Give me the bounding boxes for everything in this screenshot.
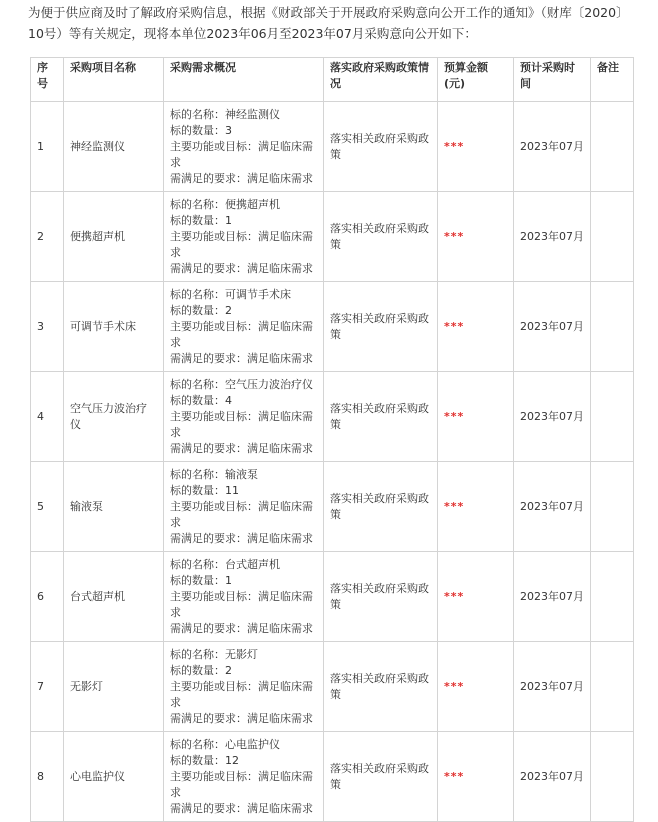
requirement-line: 标的数量：11 [170,483,239,497]
requirement-line: 需满足的要求：满足临床需求 [170,261,313,275]
table-row [31,732,634,822]
cell-policy: 落实相关政府采购政策 [324,732,438,822]
cell-name: 台式超声机 [64,552,164,642]
cell-remark [591,102,634,192]
cell-policy: 落实相关政府采购政策 [324,552,438,642]
requirement-line: 需满足的要求：满足临床需求 [170,801,313,815]
cell-remark [591,282,634,372]
header-budget: 预算金额(元) [438,58,514,102]
cell-name: 神经监测仪 [64,102,164,192]
cell-remark [591,462,634,552]
requirement-line: 标的数量：2 [170,303,232,317]
table-row [31,462,634,552]
requirement-line: 主要功能或目标：满足临床需求 [170,319,313,349]
requirement-line: 标的数量：4 [170,393,232,407]
cell-requirements [164,552,324,642]
cell-requirements [164,102,324,192]
table-row [31,642,634,732]
requirement-line: 标的名称：可调节手术床 [170,287,291,301]
cell-budget: *** [438,282,514,372]
cell-budget: *** [438,732,514,822]
cell-remark [591,732,634,822]
cell-budget: *** [438,102,514,192]
requirement-line: 标的数量：2 [170,663,232,677]
cell-remark [591,552,634,642]
cell-time: 2023年07月 [514,732,591,822]
table-header-row [31,58,634,102]
cell-seq: 4 [31,372,64,462]
intro-paragraph: 为便于供应商及时了解政府采购信息，根据《财政部关于开展政府采购意向公开工作的通知》（财库〔2020〕10号）等有关规定，现将本单位2023年06月至2023年07月采购意向公开如下： [28,5,629,41]
cell-name: 便携超声机 [64,192,164,282]
cell-budget: *** [438,192,514,282]
cell-budget: *** [438,462,514,552]
requirement-line: 需满足的要求：满足临床需求 [170,621,313,635]
requirement-line: 标的数量：3 [170,123,232,137]
header-policy: 落实政府采购政策情况 [324,58,438,102]
requirement-line: 标的名称：输液泵 [170,467,258,481]
cell-budget: *** [438,372,514,462]
requirement-line: 标的数量：1 [170,213,232,227]
table-row [31,192,634,282]
requirement-line: 标的名称：心电监护仪 [170,737,280,751]
requirement-line: 主要功能或目标：满足临床需求 [170,499,313,529]
cell-name: 输液泵 [64,462,164,552]
table-row [31,102,634,192]
requirement-line: 需满足的要求：满足临床需求 [170,171,313,185]
cell-remark [591,372,634,462]
cell-time: 2023年07月 [514,282,591,372]
cell-time: 2023年07月 [514,192,591,282]
header-time: 预计采购时间 [514,58,591,102]
cell-policy: 落实相关政府采购政策 [324,282,438,372]
cell-time: 2023年07月 [514,102,591,192]
requirement-line: 需满足的要求：满足临床需求 [170,441,313,455]
header-requirements: 采购需求概况 [164,58,324,102]
header-seq: 序号 [31,58,64,102]
cell-name: 无影灯 [64,642,164,732]
cell-seq: 2 [31,192,64,282]
requirement-line: 标的名称：便携超声机 [170,197,280,211]
requirement-line: 需满足的要求：满足临床需求 [170,531,313,545]
requirement-line: 主要功能或目标：满足临床需求 [170,409,313,439]
requirement-line: 标的数量：1 [170,573,232,587]
cell-policy: 落实相关政府采购政策 [324,642,438,732]
cell-requirements [164,372,324,462]
cell-budget: *** [438,642,514,732]
table-row [31,282,634,372]
cell-time: 2023年07月 [514,372,591,462]
cell-seq: 7 [31,642,64,732]
procurement-table [30,57,634,822]
cell-time: 2023年07月 [514,642,591,732]
cell-name: 心电监护仪 [64,732,164,822]
requirement-line: 标的数量：12 [170,753,239,767]
cell-requirements [164,192,324,282]
requirement-line: 标的名称：神经监测仪 [170,107,280,121]
cell-seq: 5 [31,462,64,552]
cell-remark [591,642,634,732]
table-body [31,102,634,822]
header-remark: 备注 [591,58,634,102]
requirement-line: 标的名称：台式超声机 [170,557,280,571]
cell-policy: 落实相关政府采购政策 [324,102,438,192]
requirement-line: 主要功能或目标：满足临床需求 [170,679,313,709]
cell-policy: 落实相关政府采购政策 [324,192,438,282]
cell-name: 可调节手术床 [64,282,164,372]
requirement-line: 主要功能或目标：满足临床需求 [170,589,313,619]
table-row [31,372,634,462]
cell-budget: *** [438,552,514,642]
requirement-line: 标的名称：无影灯 [170,647,258,661]
requirement-line: 主要功能或目标：满足临床需求 [170,139,313,169]
requirement-line: 需满足的要求：满足临床需求 [170,351,313,365]
cell-policy: 落实相关政府采购政策 [324,462,438,552]
cell-requirements [164,462,324,552]
cell-name: 空气压力波治疗仪 [64,372,164,462]
cell-policy: 落实相关政府采购政策 [324,372,438,462]
table-row [31,552,634,642]
cell-requirements [164,282,324,372]
requirement-line: 标的名称：空气压力波治疗仪 [170,377,313,391]
cell-seq: 6 [31,552,64,642]
cell-requirements [164,732,324,822]
cell-remark [591,192,634,282]
cell-requirements [164,642,324,732]
cell-time: 2023年07月 [514,552,591,642]
cell-seq: 1 [31,102,64,192]
requirement-line: 主要功能或目标：满足临床需求 [170,229,313,259]
header-name: 采购项目名称 [64,58,164,102]
cell-seq: 8 [31,732,64,822]
requirement-line: 主要功能或目标：满足临床需求 [170,769,313,799]
requirement-line: 需满足的要求：满足临床需求 [170,711,313,725]
cell-seq: 3 [31,282,64,372]
cell-time: 2023年07月 [514,462,591,552]
